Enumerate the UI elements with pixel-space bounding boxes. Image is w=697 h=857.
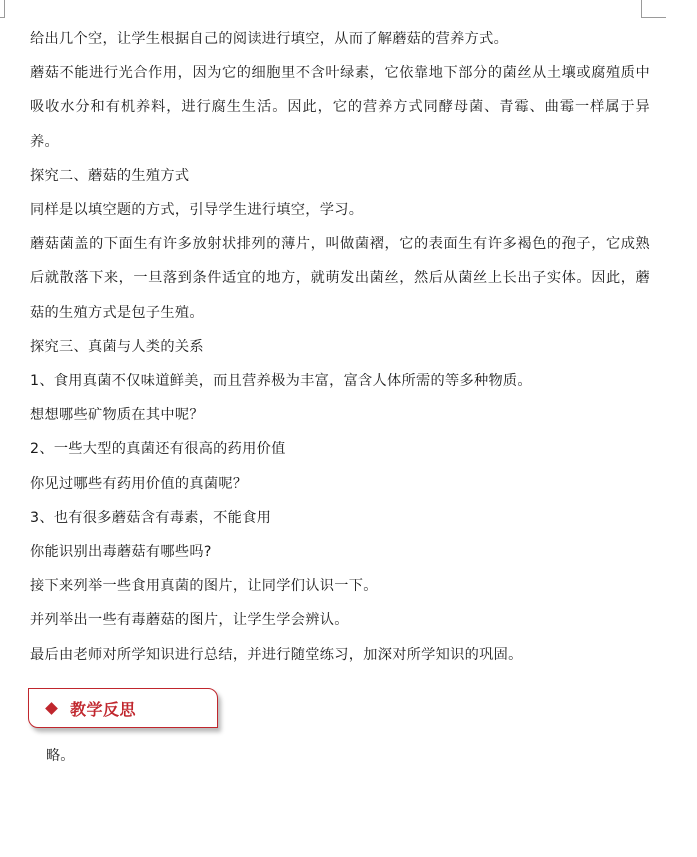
question: 想想哪些矿物质在其中呢？ (30, 407, 204, 424)
page-corner-mark-right (641, 0, 666, 18)
section-heading: 探究二、蘑菇的生殖方式 (30, 167, 190, 184)
list-item: 3、也有很多蘑菇含有毒素，不能食用 (30, 509, 272, 526)
paragraph: 同样是以填空题的方式，引导学生进行填空，学习。 (30, 202, 364, 219)
paragraph: 给出几个空，让学生根据自己的阅读进行填空，从而了解蘑菇的营养方式。 (30, 31, 509, 47)
paragraph: 接下来列举一些食用真菌的图片，让同学们认识一下。 (30, 578, 378, 595)
document-body (30, 22, 650, 672)
list-item: 1、食用真菌不仅味道鲜美，而且营养极为丰富，富含人体所需的等多种物质。 (30, 373, 532, 390)
paragraph: 蘑菇菌盖的下面生有许多放射状排列的薄片，叫做菌褶，它的表面生有许多褐色的孢子，它成熟后就散落下来，一旦落到条件适宜的地方，就萌发出菌丝，然后从菌丝上长出子实体。因此，蘑菇的生殖方式是包子生殖。 (30, 236, 650, 321)
paragraph: 并列举出一些有毒蘑菇的图片，让学生学会辨认。 (30, 612, 349, 629)
page-corner-mark-left (0, 0, 5, 18)
question: 你能识别出毒蘑菇有哪些吗? (30, 544, 212, 561)
diamond-bullet-icon (45, 702, 58, 715)
paragraph: 蘑菇不能进行光合作用，因为它的细胞里不含叶绿素，它依靠地下部分的菌丝从土壤或腐殖质中吸收水分和有机养料，进行腐生生活。因此，它的营养方式同酵母菌、青霉、曲霉一样属于异养。 (30, 65, 650, 150)
paragraph: 最后由老师对所学知识进行总结，并进行随堂练习，加深对所学知识的巩固。 (30, 646, 523, 663)
question: 你见过哪些有药用价值的真菌呢？ (30, 475, 248, 492)
list-item: 2、一些大型的真菌还有很高的药用价值 (30, 441, 286, 458)
reflection-section-header (28, 688, 218, 728)
section-heading: 探究三、真菌与人类的关系 (30, 338, 204, 355)
reflection-body: 略。 (46, 748, 75, 764)
section-title: 教学反思 (70, 699, 137, 719)
